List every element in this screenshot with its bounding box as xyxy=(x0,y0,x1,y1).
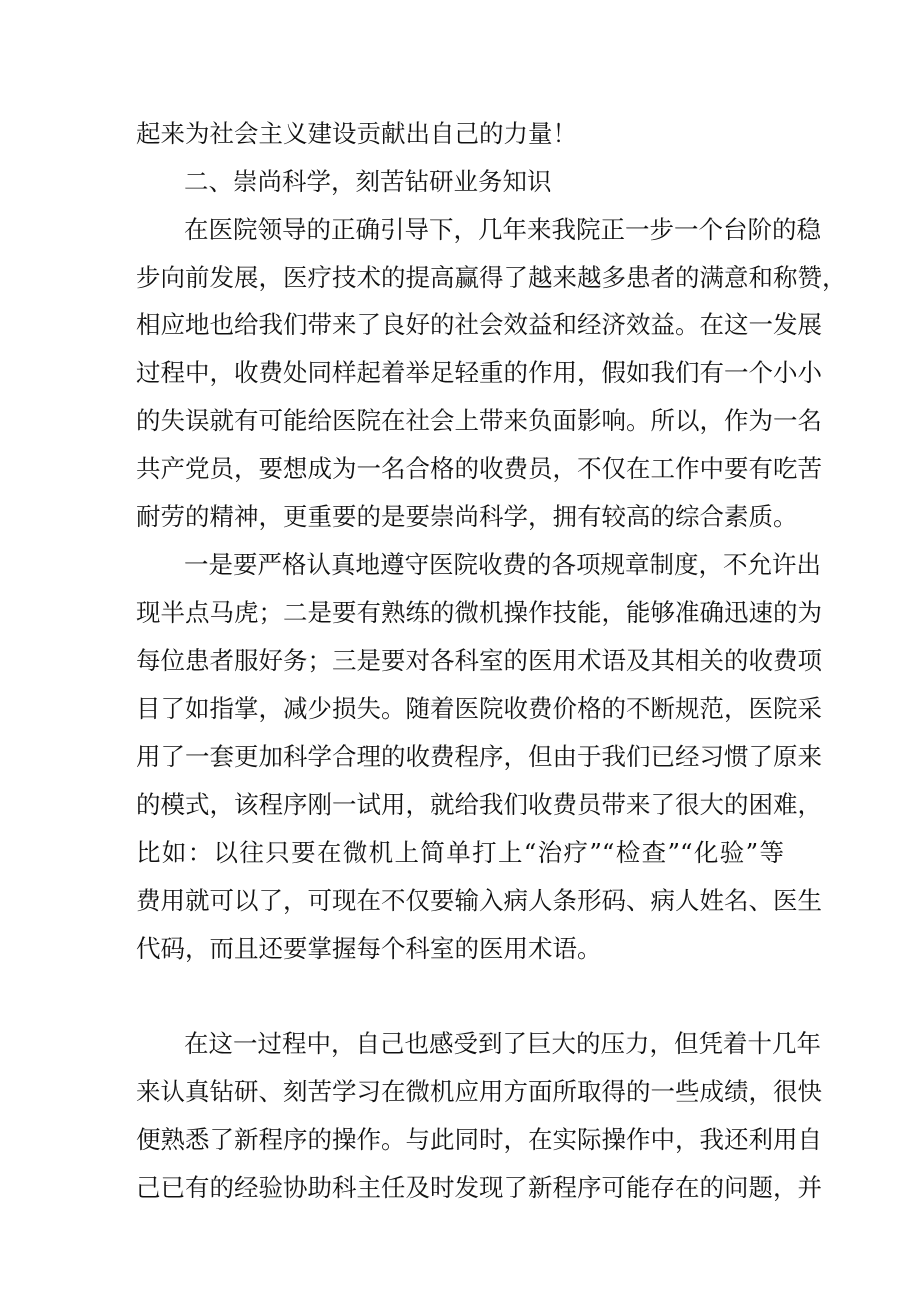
text-line xyxy=(0,1120,920,1160)
line-text: 来认真钻研、刻苦学习在微机应用方面所取得的一些成绩，很快 xyxy=(136,1077,822,1106)
text-line xyxy=(0,881,920,921)
line-text: 步向前发展，医疗技术的提高赢得了越来越多患者的满意和称赞， xyxy=(136,263,847,292)
line-text: 目了如指掌，减少损失。随着医院收费价格的不断规范，医院采 xyxy=(136,694,822,723)
line-text: 每位患者服好务；三是要对各科室的医用术语及其相关的收费项 xyxy=(136,646,822,675)
line-text: 在这一过程中，自己也感受到了巨大的压力，但凭着十几年 xyxy=(184,1029,821,1058)
text-line xyxy=(0,833,920,873)
line-text: 耐劳的精神，更重要的是要崇尚科学，拥有较高的综合素质。 xyxy=(136,502,798,531)
text-line xyxy=(0,210,920,250)
line-text: 过程中，收费处同样起着举足轻重的作用，假如我们有一个小小 xyxy=(136,358,822,387)
text-line xyxy=(0,545,920,585)
text-line xyxy=(0,114,920,154)
text-line xyxy=(0,929,920,969)
text-line xyxy=(0,737,920,777)
line-text: 一是要严格认真地遵守医院收费的各项规章制度，不允许出 xyxy=(184,550,821,579)
line-text: 相应地也给我们带来了良好的社会效益和经济效益。在这一发展 xyxy=(136,310,822,339)
line-text: 在医院领导的正确引导下，几年来我院正一步一个台阶的稳 xyxy=(184,215,821,244)
text-line xyxy=(0,1072,920,1112)
text-line xyxy=(0,1168,920,1208)
line-text: 共产党员，要想成为一名合格的收费员，不仅在工作中要有吃苦 xyxy=(136,454,822,483)
heading-text: 二、崇尚科学，刻苦钻研业务知识 xyxy=(184,167,552,196)
text-line xyxy=(0,305,920,345)
text-line xyxy=(0,353,920,393)
line-text: 便熟悉了新程序的操作。与此同时，在实际操作中，我还利用自 xyxy=(136,1125,822,1154)
text-line xyxy=(0,785,920,825)
text-line xyxy=(0,497,920,537)
line-text: 现半点马虎；二是要有熟练的微机操作技能，能够准确迅速的为 xyxy=(136,598,822,627)
text-line xyxy=(0,641,920,681)
text-line xyxy=(0,1024,920,1064)
line-text: 己已有的经验协助科主任及时发现了新程序可能存在的问题，并 xyxy=(136,1173,822,1202)
line-text: 用了一套更加科学合理的收费程序，但由于我们已经习惯了原来 xyxy=(136,742,822,771)
text-line xyxy=(0,401,920,441)
text-line xyxy=(0,449,920,489)
text-line xyxy=(0,258,920,298)
line-text: 起来为社会主义建设贡献出自己的力量！ xyxy=(136,119,577,148)
text-line xyxy=(0,689,920,729)
line-text: 的失误就有可能给医院在社会上带来负面影响。所以，作为一名 xyxy=(136,406,822,435)
line-text: 的模式，该程序刚一试用，就给我们收费员带来了很大的困难， xyxy=(136,790,822,819)
text-line xyxy=(0,593,920,633)
section-heading xyxy=(0,162,920,202)
line-text: 比如：以往只要在微机上简单打上“治疗”“检查”“化验”等 xyxy=(136,838,784,867)
line-text: 费用就可以了，可现在不仅要输入病人条形码、病人姓名、医生 xyxy=(136,886,822,915)
line-text: 代码，而且还要掌握每个科室的医用术语。 xyxy=(136,934,602,963)
